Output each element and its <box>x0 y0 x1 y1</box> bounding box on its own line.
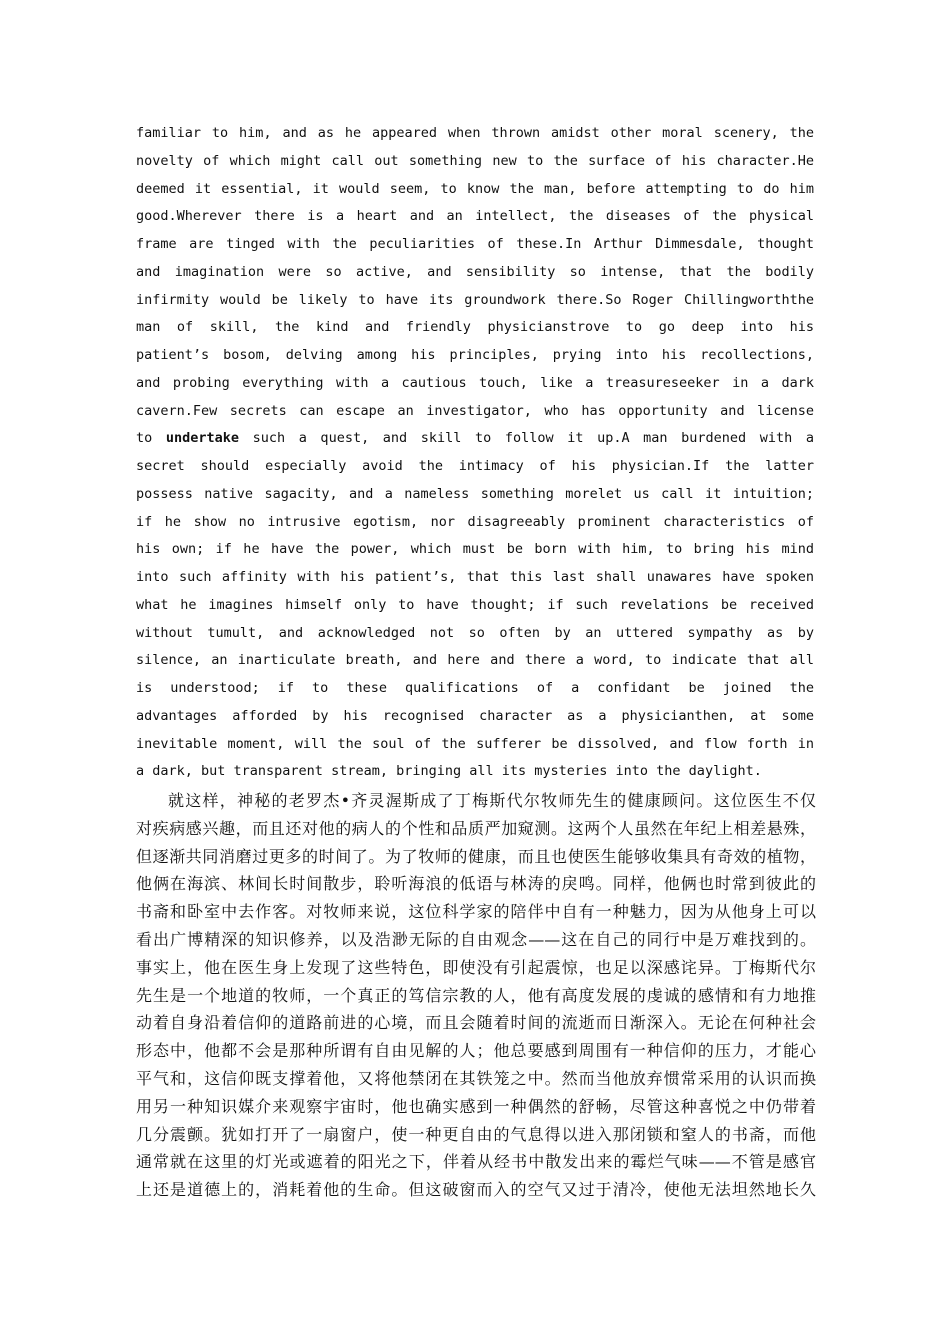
chinese-line: 先生是一个地道的牧师，一个真正的笃信宗教的人，他有高度发展的虔诚的感情和有力地推 <box>136 985 816 1005</box>
chinese-line: 但逐渐共同消磨过更多的时间了。为了牧师的健康，而且也使医生能够收集具有奇效的植物， <box>136 846 816 866</box>
english-line: frame are tinged with the peculiarities of these.In Arthur Dimmesdale, thought <box>136 236 814 252</box>
english-line: possess native sagacity, and a nameless something morelet us call it intuition; <box>136 485 814 502</box>
english-line: what he imagines himself only to have thought; if such revelations be received <box>136 596 814 613</box>
english-line: cavern.Few secrets can escape an investigator, who has opportunity and license <box>136 402 814 419</box>
english-line: patient’s bosom, delving among his principles, prying into his recollections, <box>136 347 814 363</box>
chinese-line: 几分震颤。犹如打开了一扇窗户，使一种更自由的气息得以进入那闭锁和窒人的书斋，而他 <box>136 1124 816 1144</box>
chinese-line: 形态中，他都不会是那种所谓有自由见解的人；他总要感到周围有一种信仰的压力，才能心 <box>136 1041 816 1061</box>
english-line: infirmity would be likely to have its groundwork there.So Roger Chillingworththe <box>136 291 814 308</box>
chinese-line: 事实上，他在医生身上发现了这些特色，即使没有引起震惊，也足以深感诧异。丁梅斯代尔 <box>136 957 816 977</box>
line-text-after: such a quest, and skill to follow it up.A man burdened with a <box>239 430 814 447</box>
chinese-line: 对疾病感兴趣，而且还对他的病人的个性和品质严加窥测。这两个人虽然在年纪上相差悬殊， <box>136 818 816 838</box>
english-line: silence, an inarticulate breath, and here and there a word, to indicate that all <box>136 652 814 669</box>
english-line: a dark, but transparent stream, bringing all its mysteries into the daylight. <box>136 763 762 780</box>
chinese-line: 看出广博精深的知识修养，以及浩渺无际的自由观念——这在自己的同行中是万难找到的。 <box>136 929 816 949</box>
chinese-line: 通常就在这里的灯光或遮着的阳光之下，伴着从经书中散发出来的霉烂气味——不管是感官 <box>136 1152 816 1172</box>
english-line: if he show no intrusive egotism, nor disagreeably prominent characteristics of <box>136 513 814 530</box>
english-line: deemed it essential, it would seem, to know the man, before attempting to do him <box>136 180 814 197</box>
english-line: novelty of which might call out something new to the surface of his character.He <box>136 152 814 169</box>
english-line: secret should especially avoid the intimacy of his physician.If the latter <box>136 458 814 474</box>
english-line: is understood; if to these qualifications of a confidant be joined the <box>136 680 814 696</box>
chinese-line: 动着自身沿着信仰的道路前进的心境，而且会随着时间的流逝而日渐深入。无论在何种社会 <box>136 1013 816 1033</box>
english-line: advantages afforded by his recognised character as a physicianthen, at some <box>136 707 814 724</box>
chinese-line: 用另一种知识媒介来观察宇宙时，他也确实感到一种偶然的舒畅，尽管这种喜悦之中仍带着 <box>136 1096 816 1116</box>
english-paragraph <box>136 120 814 786</box>
english-line: good.Wherever there is a heart and an intellect, the diseases of the physical <box>136 208 814 225</box>
english-line: inevitable moment, will the soul of the sufferer be dissolved, and flow forth in <box>136 735 814 752</box>
chinese-line: 就这样，神秘的老罗杰•齐灵渥斯成了丁梅斯代尔牧师先生的健康顾问。这位医生不仅 <box>168 791 816 810</box>
english-line-with-bold-word <box>136 425 814 453</box>
chinese-line: 平气和，这信仰既支撑着他，又将他禁闭在其铁笼之中。然而当他放弃惯常采用的认识而换 <box>136 1068 816 1088</box>
english-line: into such affinity with his patient’s, that this last shall unawares have spoken <box>136 569 814 585</box>
english-line: and imagination were so active, and sensibility so intense, that the bodily <box>136 263 814 280</box>
chinese-line: 他俩在海滨、林间长时间散步，聆听海浪的低语与林涛的戾鸣。同样，他俩也时常到彼此的 <box>136 874 816 894</box>
english-line: without tumult, and acknowledged not so often by an uttered sympathy as by <box>136 624 814 641</box>
bold-keyword: undertake <box>165 430 240 447</box>
line-text-before: to <box>136 430 166 447</box>
english-line: familiar to him, and as he appeared when thrown amidst other moral scenery, the <box>136 125 814 141</box>
english-line: and probing everything with a cautious touch, like a treasureseeker in a dark <box>136 374 814 391</box>
english-line: man of skill, the kind and friendly physicianstrove to go deep into his <box>136 319 814 336</box>
chinese-line: 上还是道德上的，消耗着他的生命。但这破窗而入的空气又过于清冷，使他无法坦然地长久 <box>136 1180 816 1200</box>
english-line: his own; if he have the power, which must be born with him, to bring his mind <box>136 541 814 558</box>
chinese-line: 书斋和卧室中去作客。对牧师来说，这位科学家的陪伴中自有一种魅力，因为从他身上可以 <box>136 902 816 922</box>
chinese-paragraph <box>136 787 816 1204</box>
